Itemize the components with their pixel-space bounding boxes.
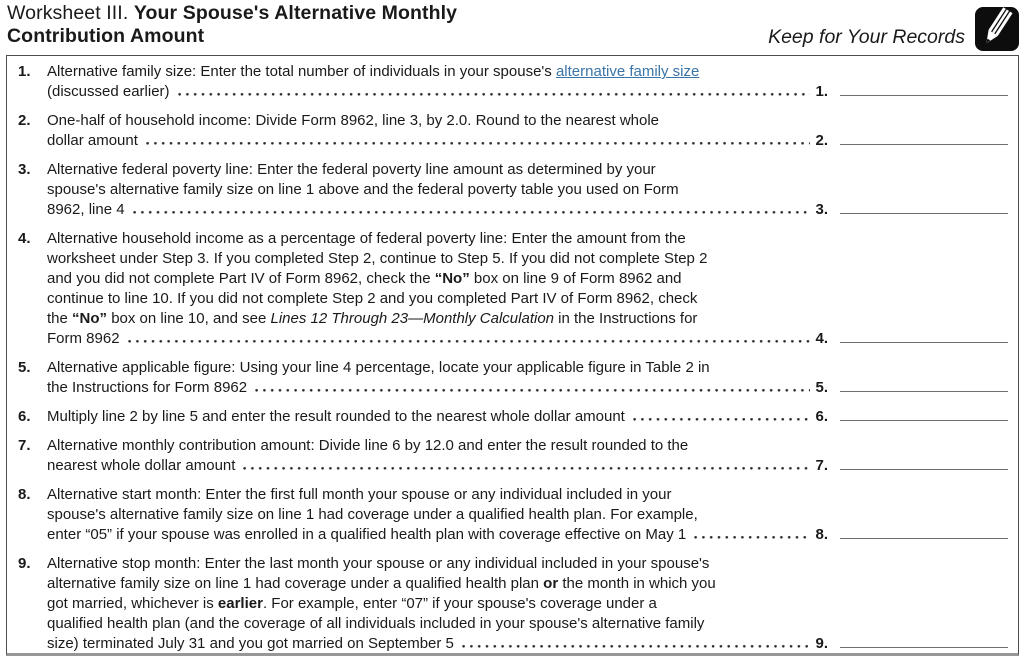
title-line2: Contribution Amount: [7, 25, 205, 47]
plain-text: qualified health plan (and the coverage of all individuals included in your spouse's alternative family: [47, 615, 705, 632]
emphasized-text: or: [543, 575, 559, 592]
plain-text: Alternative stop month: Enter the last month your spouse or any individual included in your spouse's: [47, 555, 710, 572]
item-text-line: [47, 131, 1008, 151]
plain-text: worksheet under Step 3. If you completed Step 2, continue to Step 5. If you did not complete Step 2: [47, 250, 708, 267]
item-text-line: [47, 160, 1008, 180]
plain-text: One-half of household income: Divide Form 8962, line 3, by 2.0. Round to the nearest whole: [47, 112, 660, 129]
item-number: 1.: [18, 63, 31, 80]
worksheet-item: [18, 554, 1008, 654]
alternative-family-size-link[interactable]: alternative family size: [555, 63, 700, 80]
worksheet-body: [6, 55, 1019, 656]
worksheet-item: [18, 407, 1008, 427]
item-number: 8.: [18, 486, 31, 503]
plain-text: the Instructions for Form 8962: [47, 379, 248, 396]
item-text-line: [47, 358, 1008, 378]
worksheet-item: [18, 358, 1008, 398]
item-ref-number: 1.: [815, 83, 828, 100]
item-text-block: [47, 485, 1008, 545]
item-text: [47, 359, 710, 376]
worksheet-title: [7, 2, 457, 48]
plain-text: enter “05” if your spouse was enrolled in a qualified health plan with coverage effective on May 1: [47, 526, 687, 543]
item-text-block: [47, 62, 1008, 102]
worksheet-label: Worksheet III.: [7, 2, 134, 24]
item-text: [47, 290, 697, 307]
plain-text: the month in which you: [558, 575, 716, 592]
item-text: [47, 63, 699, 80]
item-text-line: [47, 525, 1008, 545]
item-text-block: [47, 554, 1008, 654]
emphasized-text: “No”: [72, 310, 108, 327]
plain-text: continue to line 10. If you did not complete Step 2 and you completed Part IV of Form 8962, check: [47, 290, 698, 307]
item-text-line: [47, 485, 1008, 505]
item-text-line: [47, 62, 1008, 82]
pencil-icon: [974, 6, 1020, 52]
plain-text: Alternative family size: Enter the total number of individuals in your spouse's: [47, 63, 556, 80]
dot-leader: [133, 211, 811, 214]
plain-text: nearest whole dollar amount: [47, 457, 236, 474]
item-text-line: [47, 614, 1008, 634]
item-ref-number: 7.: [815, 457, 828, 474]
item-text-line: [47, 634, 1008, 654]
plain-text: alternative family size on line 1 had coverage under a qualified health plan: [47, 575, 544, 592]
item-number: 2.: [18, 112, 31, 129]
worksheet-item: [18, 485, 1008, 545]
item-text: [47, 181, 679, 198]
item-text: [47, 555, 709, 572]
item-text-line: [47, 574, 1008, 594]
item-text-line: [47, 378, 1008, 398]
plain-text: 8962, line 4: [47, 201, 125, 218]
title-line1: Your Spouse's Alternative Monthly: [133, 2, 458, 24]
dot-leader: [633, 418, 811, 421]
item-ref-number: 3.: [815, 201, 828, 218]
plain-text: (discussed earlier): [47, 83, 170, 100]
emphasized-text: earlier: [217, 595, 263, 612]
keep-for-records-note: Keep for Your Records: [768, 26, 965, 48]
entry-line-5[interactable]: [840, 391, 1008, 392]
item-text: [47, 131, 138, 151]
item-number: 4.: [18, 230, 31, 247]
plain-text: . For example, enter “07” if your spouse's coverage under a: [262, 595, 657, 612]
item-text-line: [47, 111, 1008, 131]
item-text: [47, 634, 454, 654]
worksheet-item: [18, 436, 1008, 476]
dot-leader: [694, 536, 810, 539]
dot-leader: [128, 340, 811, 343]
item-ref-number: 4.: [815, 330, 828, 347]
plain-text: Alternative applicable figure: Using your line 4 percentage, locate your applicable figure in Table 2 in: [47, 359, 710, 376]
dot-leader: [255, 389, 810, 392]
item-text: [47, 486, 672, 503]
item-ref-number: 9.: [815, 635, 828, 652]
entry-line-2[interactable]: [840, 144, 1008, 145]
plain-text: Form 8962: [47, 330, 120, 347]
item-text-line: [47, 249, 1008, 269]
entry-line-7[interactable]: [840, 469, 1008, 470]
item-text: [47, 575, 716, 592]
item-ref-number: 5.: [815, 379, 828, 396]
item-text-block: [47, 111, 1008, 151]
item-text: [47, 525, 686, 545]
item-text: [47, 595, 657, 612]
item-ref-number: 2.: [815, 132, 828, 149]
plain-text: Alternative start month: Enter the first full month your spouse or any individual included in your: [47, 486, 672, 503]
plain-text: Multiply line 2 by line 5 and enter the result rounded to the nearest whole dollar amount: [47, 408, 625, 425]
item-number: 5.: [18, 359, 31, 376]
plain-text: in the Instructions for: [554, 310, 698, 327]
dot-leader: [146, 142, 811, 145]
item-text: [47, 230, 686, 247]
item-text-block: [47, 229, 1008, 349]
item-number: 3.: [18, 161, 31, 178]
item-text-line: [47, 229, 1008, 249]
item-text: [47, 615, 704, 632]
entry-line-8[interactable]: [840, 538, 1008, 539]
item-ref-number: 6.: [815, 408, 828, 425]
item-text-line: [47, 180, 1008, 200]
worksheet-header: [0, 0, 1024, 52]
header-right: [768, 2, 1020, 52]
item-number: 9.: [18, 555, 31, 572]
entry-line-6[interactable]: [840, 420, 1008, 421]
plain-text: box on line 10, and see: [107, 310, 271, 327]
item-text-line: [47, 329, 1008, 349]
item-text-line: [47, 269, 1008, 289]
entry-line-4[interactable]: [840, 342, 1008, 343]
item-ref-number: 8.: [815, 526, 828, 543]
item-text-block: [47, 407, 1008, 427]
plain-text: Alternative household income as a percentage of federal poverty line: Enter the amount from the: [47, 230, 686, 247]
worksheet-item: [18, 229, 1008, 349]
emphasized-text: Lines 12 Through 23—Monthly Calculation: [270, 310, 554, 327]
item-text-line: [47, 407, 1008, 427]
item-number: 6.: [18, 408, 31, 425]
item-text-line: [47, 82, 1008, 102]
plain-text: got married, whichever is: [47, 595, 218, 612]
plain-text: dollar amount: [47, 132, 138, 149]
plain-text: size) terminated July 31 and you got married on September 5: [47, 635, 454, 652]
dot-leader: [243, 467, 810, 470]
item-text: [47, 112, 659, 129]
plain-text: spouse's alternative family size on line 1 above and the federal poverty table you used on Form: [47, 181, 679, 198]
item-text: [47, 437, 688, 454]
item-text-block: [47, 160, 1008, 220]
plain-text: Alternative monthly contribution amount: Divide line 6 by 12.0 and enter the result rounded to the: [47, 437, 689, 454]
item-text-line: [47, 436, 1008, 456]
item-text-line: [47, 456, 1008, 476]
item-text: [47, 250, 707, 267]
item-text: [47, 329, 120, 349]
item-text-line: [47, 200, 1008, 220]
worksheet-item: [18, 62, 1008, 102]
item-text-block: [47, 358, 1008, 398]
plain-text: and you did not complete Part IV of Form 8962, check the: [47, 270, 435, 287]
worksheet-item: [18, 111, 1008, 151]
entry-line-1[interactable]: [840, 95, 1008, 96]
plain-text: box on line 9 of Form 8962 and: [469, 270, 682, 287]
item-text: [47, 200, 125, 220]
item-text: [47, 161, 656, 178]
entry-line-9[interactable]: [840, 647, 1008, 648]
item-text: [47, 378, 247, 398]
emphasized-text: “No”: [434, 270, 470, 287]
item-text-line: [47, 289, 1008, 309]
item-text-line: [47, 309, 1008, 329]
entry-line-3[interactable]: [840, 213, 1008, 214]
item-text-block: [47, 436, 1008, 476]
dot-leader: [462, 645, 811, 648]
plain-text: spouse's alternative family size on line 1 had coverage under a qualified health plan. For example,: [47, 506, 698, 523]
item-text: [47, 407, 625, 427]
item-text-line: [47, 505, 1008, 525]
item-text: [47, 506, 698, 523]
item-text-line: [47, 554, 1008, 574]
item-text: [47, 456, 235, 476]
item-text: [47, 270, 682, 287]
worksheet-item: [18, 160, 1008, 220]
plain-text: Alternative federal poverty line: Enter the federal poverty line amount as determined by your: [47, 161, 656, 178]
plain-text: the: [47, 310, 73, 327]
item-text: [47, 82, 170, 102]
item-number: 7.: [18, 437, 31, 454]
item-text: [47, 310, 697, 327]
dot-leader: [178, 93, 811, 96]
item-text-line: [47, 594, 1008, 614]
